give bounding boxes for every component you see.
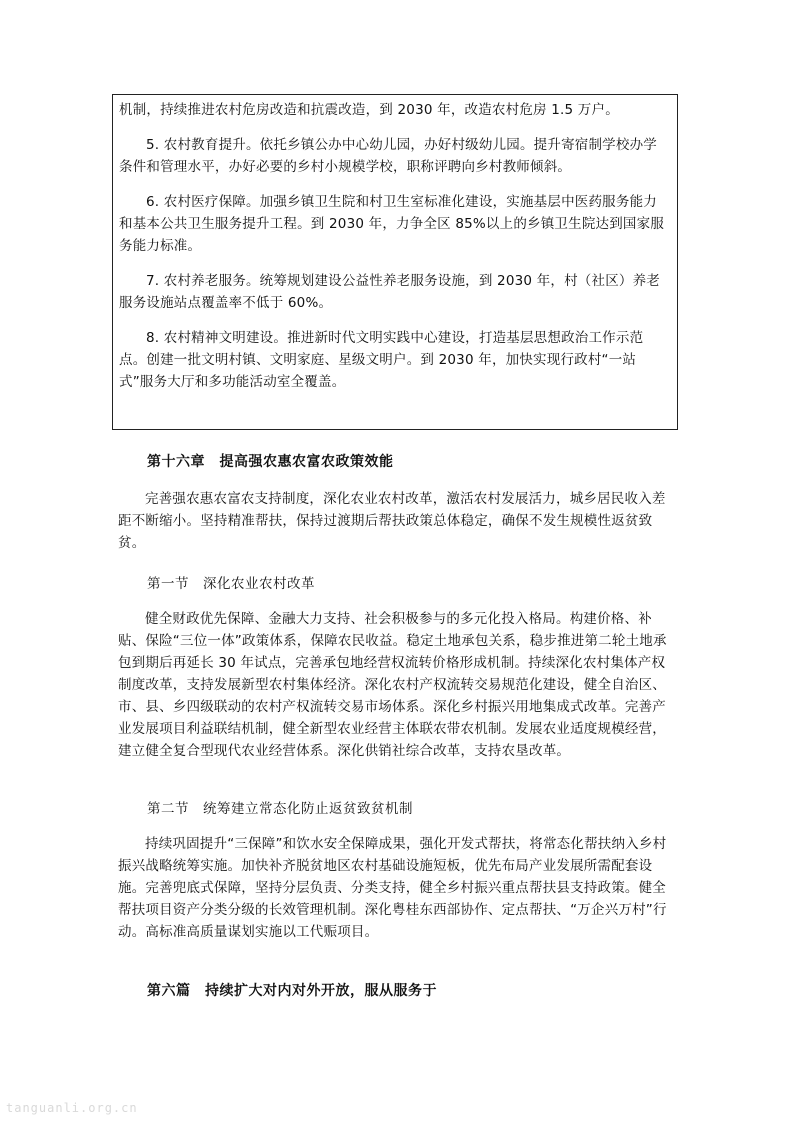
section-1-title: 第一节 深化农业农村改革 xyxy=(147,576,315,592)
section-2-title: 第二节 统筹建立常态化防止返贫致贫机制 xyxy=(147,801,413,817)
box-item-6: 6. 农村医疗保障。加强乡镇卫生院和村卫生室标准化建设，实施基层中医药服务能力和基本公共卫生服务提升工程。到 2030 年，力争全区 85%以上的乡镇卫生院达到国家服务能力标准。 xyxy=(119,194,665,254)
box-item-5: 5. 农村教育提升。依托乡镇公办中心幼儿园，办好村级幼儿园。提升寄宿制学校办学条件和管理水平，办好必要的乡村小规模学校，职称评聘向乡村教师倾斜。 xyxy=(119,137,657,175)
section-2-text: 持续巩固提升“三保障”和饮水安全保障成果，强化开发式帮扶，将常态化帮扶纳入乡村振兴战略统筹实施。加快补齐脱贫地区农村基础设施短板，优先布局产业发展所需配套设施。完善兜底式保障，坚持分层负责、分类支持，健全乡村振兴重点帮扶县支持政策。健全帮扶项目资产分类分级的长效管理机制。深化粤桂东西部协作、定点帮扶、“万企兴万村”行动。高标准高质量谋划实施以工代赈项目。 xyxy=(118,836,667,940)
part-6-title: 第六篇 持续扩大对内对外开放，服从服务于 xyxy=(147,983,437,999)
chapter-16-intro-text: 完善强农惠农富农支持制度，深化农业农村改革，激活农村发展活力，城乡居民收入差距不断缩小。坚持精准帮扶，保持过渡期后帮扶政策总体稳定，确保不发生规模性返贫致贫。 xyxy=(118,491,666,551)
section-1-text: 健全财政优先保障、金融大力支持、社会积极参与的多元化投入格局。构建价格、补贴、保险“三位一体”政策体系，保障农民收益。稳定土地承包关系，稳步推进第二轮土地承包到期后再延长 30 年试点，完善承包地经营权流转价格形成机制。持续深化农村集体产权制度改革，支持发展新型农村集体经济。深化农村产权流转交易规范化建设，健全自治区、市、县、乡四级联动的农村产权流转交易市场体系。深化乡村振兴用地集成式改革。完善产业发展项目利益联结机制，健全新型农业经营主体联农带农机制。发展农业适度规模经营，建立健全复合型现代农业经营体系。深化供销社综合改革，支持农垦改革。 xyxy=(118,611,667,759)
chapter-16-intro xyxy=(118,488,678,554)
section-1-body xyxy=(118,608,678,762)
box-item-8: 8. 农村精神文明建设。推进新时代文明实践中心建设，打造基层思想政治工作示范点。创建一批文明村镇、文明家庭、星级文明户。到 2030 年，加快实现行政村“一站式”服务大厅和多功能活动室全覆盖。 xyxy=(119,330,644,390)
box-item-7: 7. 农村养老服务。统筹规划建设公益性养老服务设施，到 2030 年，村（社区）养老服务设施站点覆盖率不低于 60%。 xyxy=(119,273,661,311)
boxed-text-panel xyxy=(112,94,678,430)
chapter-16-title: 第十六章 提高强农惠农富农政策效能 xyxy=(147,454,394,470)
watermark-text: tanguanli.org.cn xyxy=(6,1101,138,1115)
box-line-continuation: 机制，持续推进农村危房改造和抗震改造，到 2030 年，改造农村危房 1.5 万户。 xyxy=(119,102,619,118)
section-2-body xyxy=(118,833,678,943)
